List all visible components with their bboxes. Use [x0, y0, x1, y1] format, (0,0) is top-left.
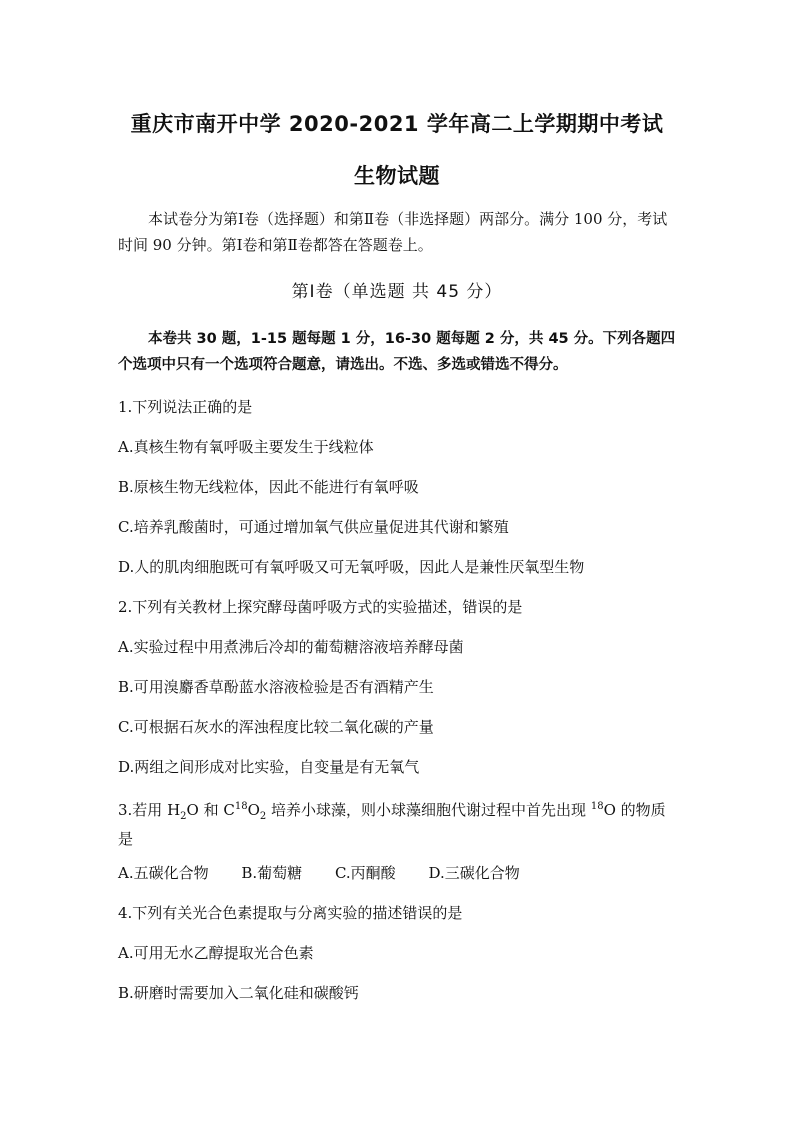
question-3-option-c: C.丙酮酸: [334, 864, 396, 882]
question-1-stem: 1.下列说法正确的是: [118, 398, 253, 416]
exam-title: 重庆市南开中学 2020-2021 学年高二上学期期中考试: [130, 112, 664, 136]
question-4-option-b: B.研磨时需要加入二氧化硅和碳酸钙: [118, 984, 359, 1002]
question-3-options: [118, 862, 548, 884]
question-3-stem: 3.若用 $H_2O$ 和 $C^{18}O_2$ 培养小球藻，则小球藻细胞代谢过程中首先出现 $^{18}$O 的物质是: [118, 801, 666, 848]
question-2-option-a: A.实验过程中用煮沸后冷却的葡萄糖溶液培养酵母菌: [118, 638, 464, 656]
question-2-option-b: B.可用溴麝香草酚蓝水溶液检验是否有酒精产生: [118, 678, 434, 696]
subject-title: 生物试题: [354, 164, 440, 188]
question-4-stem: 4.下列有关光合色素提取与分离实验的描述错误的是: [118, 904, 463, 922]
question-4-option-a: A.可用无水乙醇提取光合色素: [118, 944, 314, 962]
question-1-option-a: A.真核生物有氧呼吸主要发生于线粒体: [118, 438, 374, 456]
question-2-option-d: D.两组之间形成对比实验，自变量是有无氧气: [118, 758, 420, 776]
question-1-option-d: D.人的肌肉细胞既可有氧呼吸又可无氧呼吸，因此人是兼性厌氧型生物: [118, 558, 585, 576]
question-2-stem: 2.下列有关教材上探究酵母菌呼吸方式的实验描述，错误的是: [118, 598, 523, 616]
question-1-option-b: B.原核生物无线粒体，因此不能进行有氧呼吸: [118, 478, 419, 496]
question-3-option-b: B.葡萄糖: [241, 864, 303, 882]
question-1-option-c: C.培养乳酸菌时，可通过增加氧气供应量促进其代谢和繁殖: [118, 518, 509, 536]
question-2-option-c: C.可根据石灰水的浑浊程度比较二氧化碳的产量: [118, 718, 434, 736]
section-instructions: 本卷共 30 题，1-15 题每题 1 分，16-30 题每题 2 分，共 45 分。下列各题四个选项中只有一个选项符合题意，请选出。不选、多选或错选不得分。: [118, 331, 676, 373]
section-title: 第Ⅰ卷（单选题 共 45 分）: [291, 282, 503, 302]
question-3-option-a: A.五碳化合物: [118, 864, 209, 882]
question-3-option-d: D.三碳化合物: [428, 864, 520, 882]
exam-intro: 本试卷分为第Ⅰ卷（选择题）和第Ⅱ卷（非选择题）两部分。满分 100 分，考试时间 90 分钟。第Ⅰ卷和第Ⅱ卷都答在答题卷上。: [118, 210, 668, 254]
